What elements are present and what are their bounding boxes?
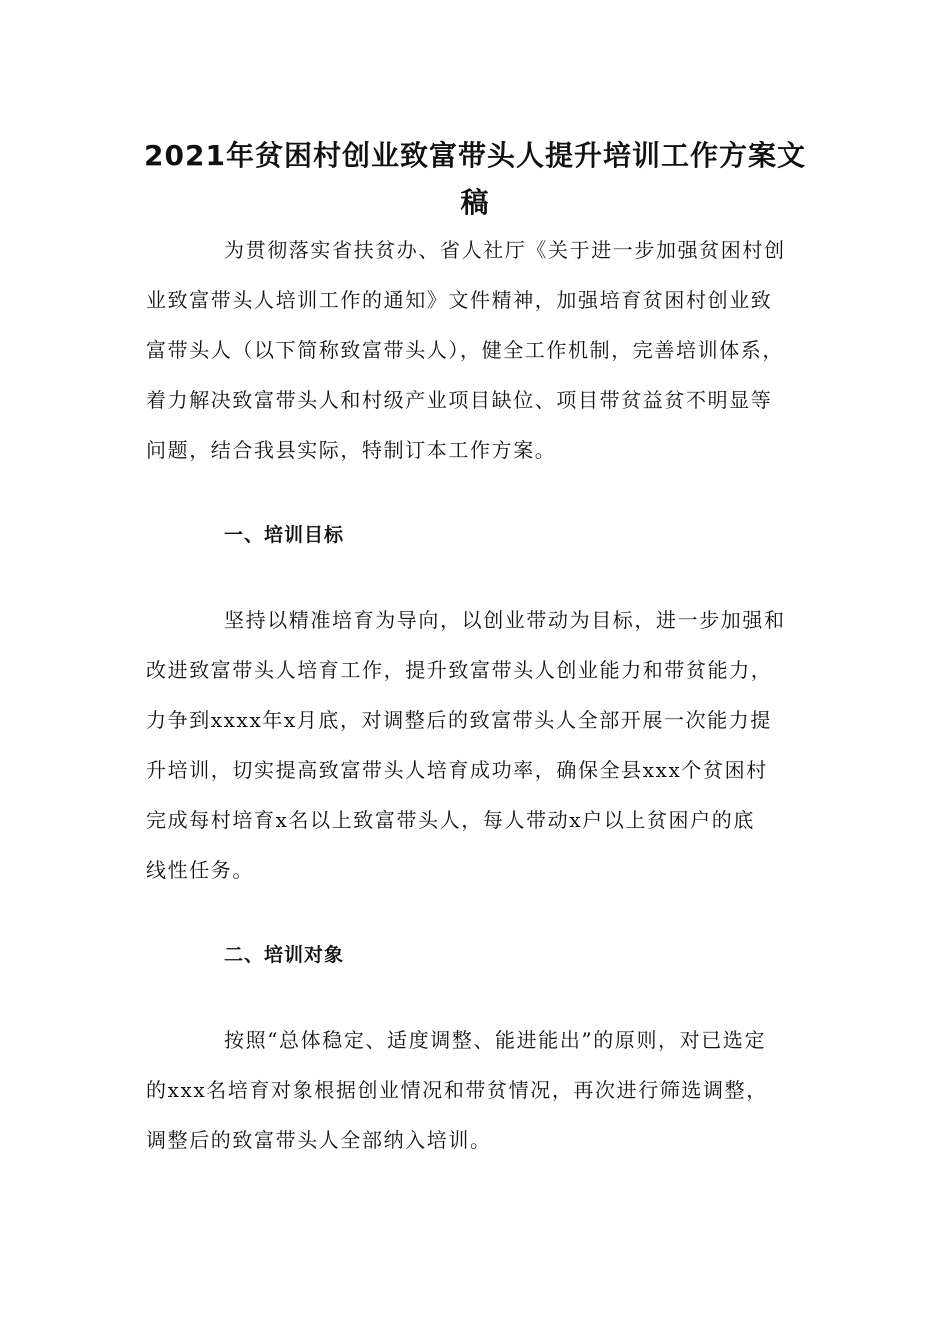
paragraph-line: 力争到xxxx年x月底，对调整后的致富带头人全部开展一次能力提 [146, 708, 772, 732]
intro-line: 问题，结合我县实际，特制订本工作方案。 [146, 438, 557, 462]
section-heading-training-target: 二、培训对象 [224, 944, 345, 966]
paragraph-line: 坚持以精准培育为导向，以创业带动为目标，进一步加强和 [224, 608, 786, 632]
intro-line: 为贯彻落实省扶贫办、省人社厅《关于进一步加强贫困村创 [224, 238, 786, 262]
intro-line: 业致富带头人培训工作的通知》文件精神，加强培育贫困村创业致 [146, 288, 773, 312]
intro-line: 着力解决致富带头人和村级产业项目缺位、项目带贫益贫不明显等 [146, 388, 773, 412]
section-heading-training-goal: 一、培训目标 [224, 524, 345, 546]
intro-line: 富带头人（以下简称致富带头人），健全工作机制，完善培训体系， [146, 338, 784, 362]
document-title-line-2: 稿 [460, 186, 490, 219]
paragraph-line: 调整后的致富带头人全部纳入培训。 [146, 1128, 492, 1152]
paragraph-line: 完成每村培育x名以上致富带头人，每人带动x户以上贫困户的底 [146, 808, 755, 832]
paragraph-line: 升培训，切实提高致富带头人培育成功率，确保全县xxx个贫困村 [146, 758, 768, 782]
paragraph-line: 按照“总体稳定、适度调整、能进能出”的原则，对已选定 [224, 1028, 767, 1052]
document-title-line-1: 2021年贫困村创业致富带头人提升培训工作方案文 [144, 139, 806, 172]
paragraph-line: 的xxx名培育对象根据创业情况和带贫情况，再次进行筛选调整， [146, 1078, 768, 1102]
paragraph-line: 改进致富带头人培育工作，提升致富带头人创业能力和带贫能力， [146, 658, 773, 682]
paragraph-line: 线性任务。 [146, 858, 254, 882]
